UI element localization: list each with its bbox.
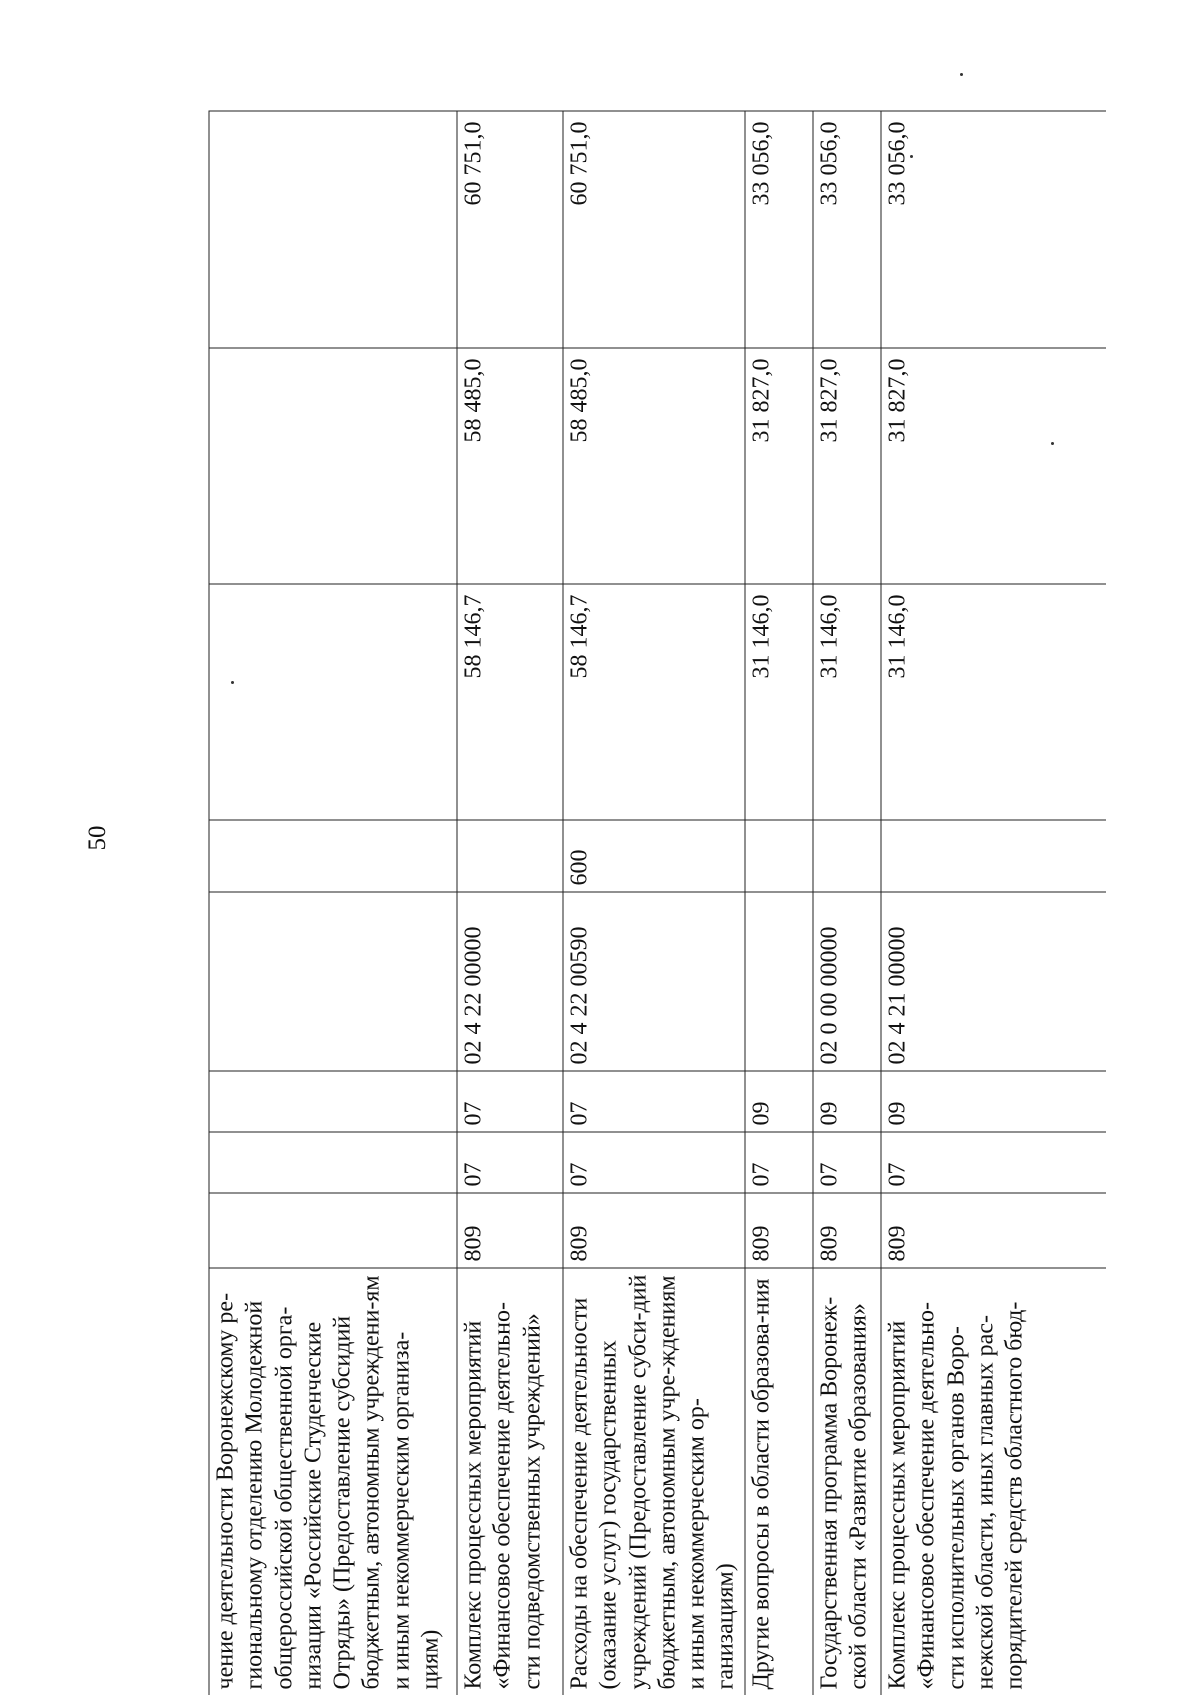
amount-year-2: 31 827,0 xyxy=(881,348,1107,584)
table-row xyxy=(813,111,881,1696)
amount-year-2: 31 827,0 xyxy=(813,348,881,584)
table-row xyxy=(881,111,1107,1696)
expense-type-code xyxy=(813,820,881,892)
table-row xyxy=(745,111,813,1696)
subsection-code: 07 xyxy=(457,1071,563,1132)
amount-year-1: 31 146,0 xyxy=(813,584,881,820)
page-number: 50 xyxy=(84,825,111,851)
amount-year-1: 58 146,7 xyxy=(563,584,745,820)
amount-year-3: 33 056,0 xyxy=(881,111,1107,348)
amount-year-1: 31 146,0 xyxy=(881,584,1107,820)
amount-year-1: 31 146,0 xyxy=(745,584,813,820)
target-article-code xyxy=(745,892,813,1071)
table-row xyxy=(209,111,457,1696)
amount-year-3: 60 751,0 xyxy=(563,111,745,348)
row-name: Государственная программа Воронеж-ской области «Развитие образования» xyxy=(813,1268,881,1696)
row-name: Комплекс процессных мероприятий «Финансовое обеспечение деятельно-сти подведомственных учреждений» xyxy=(457,1268,563,1696)
budget-table xyxy=(208,110,1106,1695)
ministry-code: 809 xyxy=(813,1193,881,1268)
row-name: Расходы на обеспечение деятельности (оказание услуг) государственных учреждений (Предоставление субси-дий бюджетным, автономным учре-ждениям и иным некоммерческим ор-ганизациям) xyxy=(563,1268,745,1696)
budget-table-wrapper xyxy=(208,110,1106,1695)
ministry-code: 809 xyxy=(457,1193,563,1268)
subsection-code: 09 xyxy=(881,1071,1107,1132)
ministry-code xyxy=(209,1193,457,1268)
subsection-code: 09 xyxy=(813,1071,881,1132)
ministry-code: 809 xyxy=(881,1193,1107,1268)
amount-year-2: 58 485,0 xyxy=(457,348,563,584)
amount-year-2: 31 827,0 xyxy=(745,348,813,584)
expense-type-code xyxy=(457,820,563,892)
target-article-code xyxy=(209,892,457,1071)
row-name: Другие вопросы в области образова-ния xyxy=(745,1268,813,1696)
expense-type-code xyxy=(209,820,457,892)
target-article-code: 02 0 00 00000 xyxy=(813,892,881,1071)
scan-speck xyxy=(910,155,913,158)
amount-year-3: 33 056,0 xyxy=(745,111,813,348)
row-name: чение деятельности Воронежскому ре-гиональному отделению Молодежной общероссийской общественной орга-низации «Российские Студенческие Отряды» (Предоставление субсидий бюджетным, автономным учреждени-ям и иным некоммерческим организа-циям) xyxy=(209,1268,457,1696)
scan-speck xyxy=(231,681,234,684)
scan-speck xyxy=(960,73,963,76)
ministry-code: 809 xyxy=(563,1193,745,1268)
scan-speck xyxy=(1051,442,1054,445)
amount-year-1: 58 146,7 xyxy=(457,584,563,820)
amount-year-3: 33 056,0 xyxy=(813,111,881,348)
expense-type-code: 600 xyxy=(563,820,745,892)
subsection-code: 09 xyxy=(745,1071,813,1132)
row-name: Комплекс процессных мероприятий «Финансовое обеспечение деятельно-сти исполнительных органов Воро-нежской области, иных главных рас-порядителей средств областного бюд- xyxy=(881,1268,1107,1696)
subsection-code xyxy=(209,1071,457,1132)
target-article-code: 02 4 22 00000 xyxy=(457,892,563,1071)
section-code: 07 xyxy=(813,1132,881,1193)
section-code: 07 xyxy=(881,1132,1107,1193)
expense-type-code xyxy=(881,820,1107,892)
target-article-code: 02 4 21 00000 xyxy=(881,892,1107,1071)
target-article-code: 02 4 22 00590 xyxy=(563,892,745,1071)
expense-type-code xyxy=(745,820,813,892)
amount-year-3 xyxy=(209,111,457,348)
amount-year-3: 60 751,0 xyxy=(457,111,563,348)
ministry-code: 809 xyxy=(745,1193,813,1268)
subsection-code: 07 xyxy=(563,1071,745,1132)
section-code: 07 xyxy=(457,1132,563,1193)
table-row xyxy=(563,111,745,1696)
section-code xyxy=(209,1132,457,1193)
amount-year-2: 58 485,0 xyxy=(563,348,745,584)
table-row xyxy=(457,111,563,1696)
section-code: 07 xyxy=(563,1132,745,1193)
amount-year-2 xyxy=(209,348,457,584)
amount-year-1 xyxy=(209,584,457,820)
section-code: 07 xyxy=(745,1132,813,1193)
